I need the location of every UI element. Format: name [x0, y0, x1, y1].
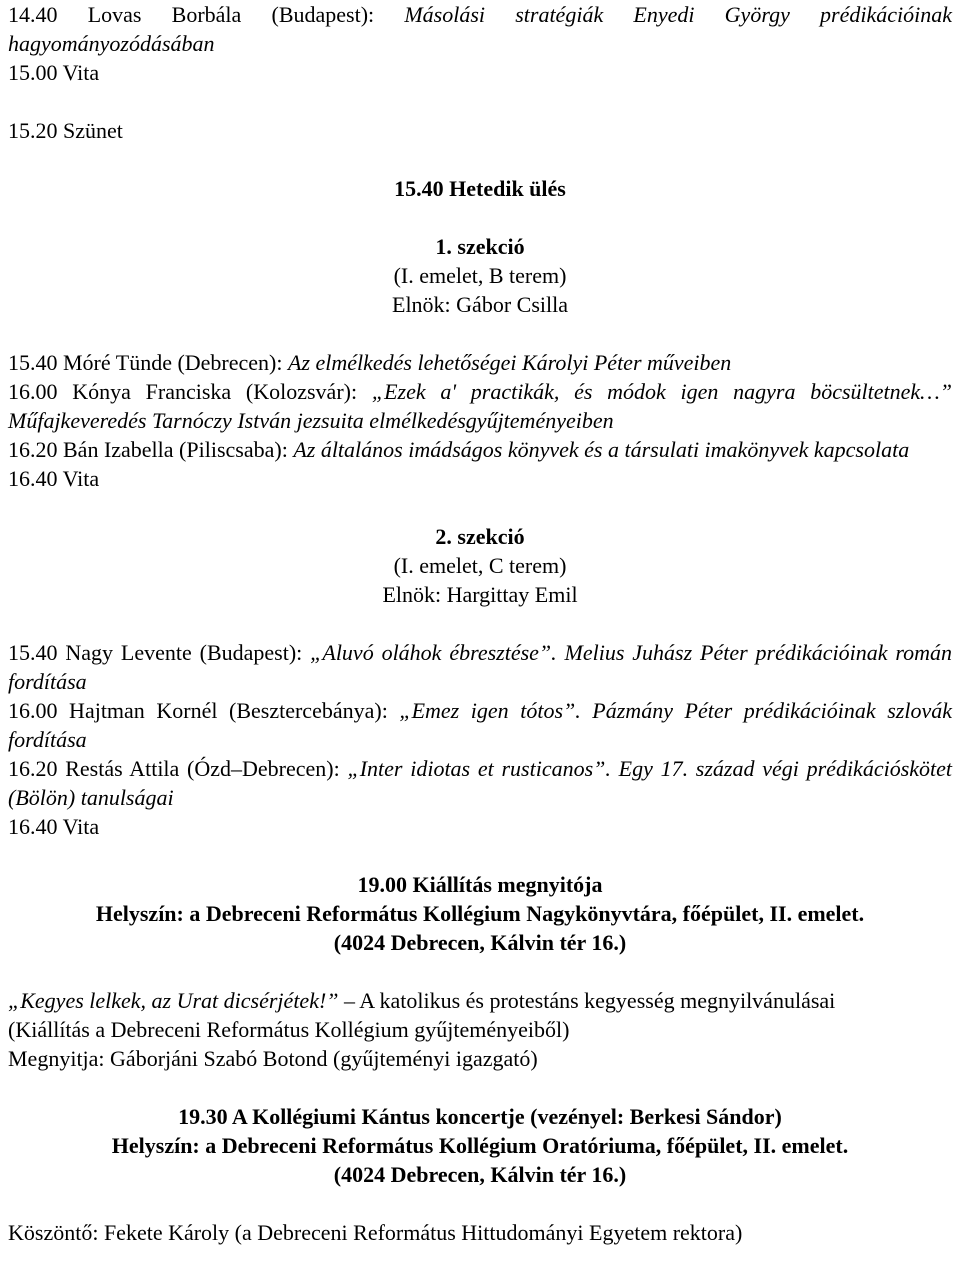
section-1-heading: 1. szekció [435, 234, 525, 259]
program-item [8, 435, 952, 464]
item-title: „Aluvó oláhok ébresztése”. Melius Juhász Péter prédikációinak román fordítása [8, 640, 953, 694]
concert-venue: Helyszín: a Debreceni Református Kollégium Oratóriuma, főépület, II. emelet. [111, 1133, 849, 1158]
item-time-author: 16.20 Bán Izabella (Piliscsaba): [8, 437, 294, 462]
exhibition-title-rest: – A katolikus és protestáns kegyesség megnyilvánulásai [338, 988, 836, 1013]
item-title: „Emez igen tótos”. Pázmány Péter prédikációinak szlovák fordítása [8, 698, 952, 752]
item-title: „Ezek a' practikák, és módok igen nagyra böcsültetnek…” Műfajkeveredés Tarnóczy István jezsuita elmélkedésgyűjteményeiben [8, 379, 952, 433]
program-item [8, 377, 952, 435]
program-item [8, 0, 952, 58]
exhibition-title-italic: „Kegyes lelkek, az Urat dicsérjétek!” [8, 988, 339, 1013]
item-time-author: 15.40 Nagy Levente (Budapest): [8, 640, 311, 665]
exhibition-subtitle: (Kiállítás a Debreceni Református Kollégium gyűjteményeiből) [8, 1017, 570, 1042]
item-title: Másolási stratégiák Enyedi György prédikációinak hagyományozódásában [8, 2, 952, 56]
concert-greeting: Köszöntő: Fekete Károly (a Debreceni Református Hittudományi Egyetem rektora) [8, 1220, 743, 1245]
item-title: Az általános imádságos könyvek és a társulati imakönyvek kapcsolata [293, 437, 910, 462]
concert-heading: 19.30 A Kollégiumi Kántus koncertje (vezényel: Berkesi Sándor) [178, 1104, 782, 1129]
item-time-author: 15.40 Móré Tünde (Debrecen): [8, 350, 288, 375]
section-2-room: (I. emelet, C terem) [393, 553, 567, 578]
section-2-chair: Elnök: Hargittay Emil [382, 582, 578, 607]
break-line: 15.20 Szünet [8, 118, 123, 143]
program-item [8, 696, 952, 754]
item-title: Az elmélkedés lehetőségei Károlyi Péter műveiben [288, 350, 732, 375]
vita-line: 16.40 Vita [8, 466, 100, 491]
program-item [8, 348, 952, 377]
item-time-author: 14.40 Lovas Borbála (Budapest): [8, 2, 405, 27]
exhibition-address: (4024 Debrecen, Kálvin tér 16.) [333, 930, 627, 955]
program-item [8, 754, 952, 812]
item-time-author: 16.00 Hajtman Kornél (Besztercebánya): [8, 698, 400, 723]
vita-line: 16.40 Vita [8, 814, 100, 839]
session-heading: 15.40 Hetedik ülés [394, 176, 566, 201]
concert-address: (4024 Debrecen, Kálvin tér 16.) [333, 1162, 627, 1187]
exhibition-title [8, 986, 952, 1015]
item-time-author: 16.00 Kónya Franciska (Kolozsvár): [8, 379, 372, 404]
exhibition-venue: Helyszín: a Debreceni Református Kollégium Nagykönyvtára, főépület, II. emelet. [95, 901, 865, 926]
section-1-chair: Elnök: Gábor Csilla [392, 292, 568, 317]
exhibition-opener: Megnyitja: Gáborjáni Szabó Botond (gyűjteményi igazgató) [8, 1046, 538, 1071]
item-title: „Inter idiotas et rusticanos”. Egy 17. század végi prédikációskötet (Bölön) tanulságai [8, 756, 953, 810]
exhibition-heading: 19.00 Kiállítás megnyitója [357, 872, 603, 897]
section-1-room: (I. emelet, B terem) [393, 263, 567, 288]
item-time-author: 16.20 Restás Attila (Ózd–Debrecen): [8, 756, 348, 781]
program-item [8, 638, 952, 696]
vita-line: 15.00 Vita [8, 60, 100, 85]
section-2-heading: 2. szekció [435, 524, 525, 549]
